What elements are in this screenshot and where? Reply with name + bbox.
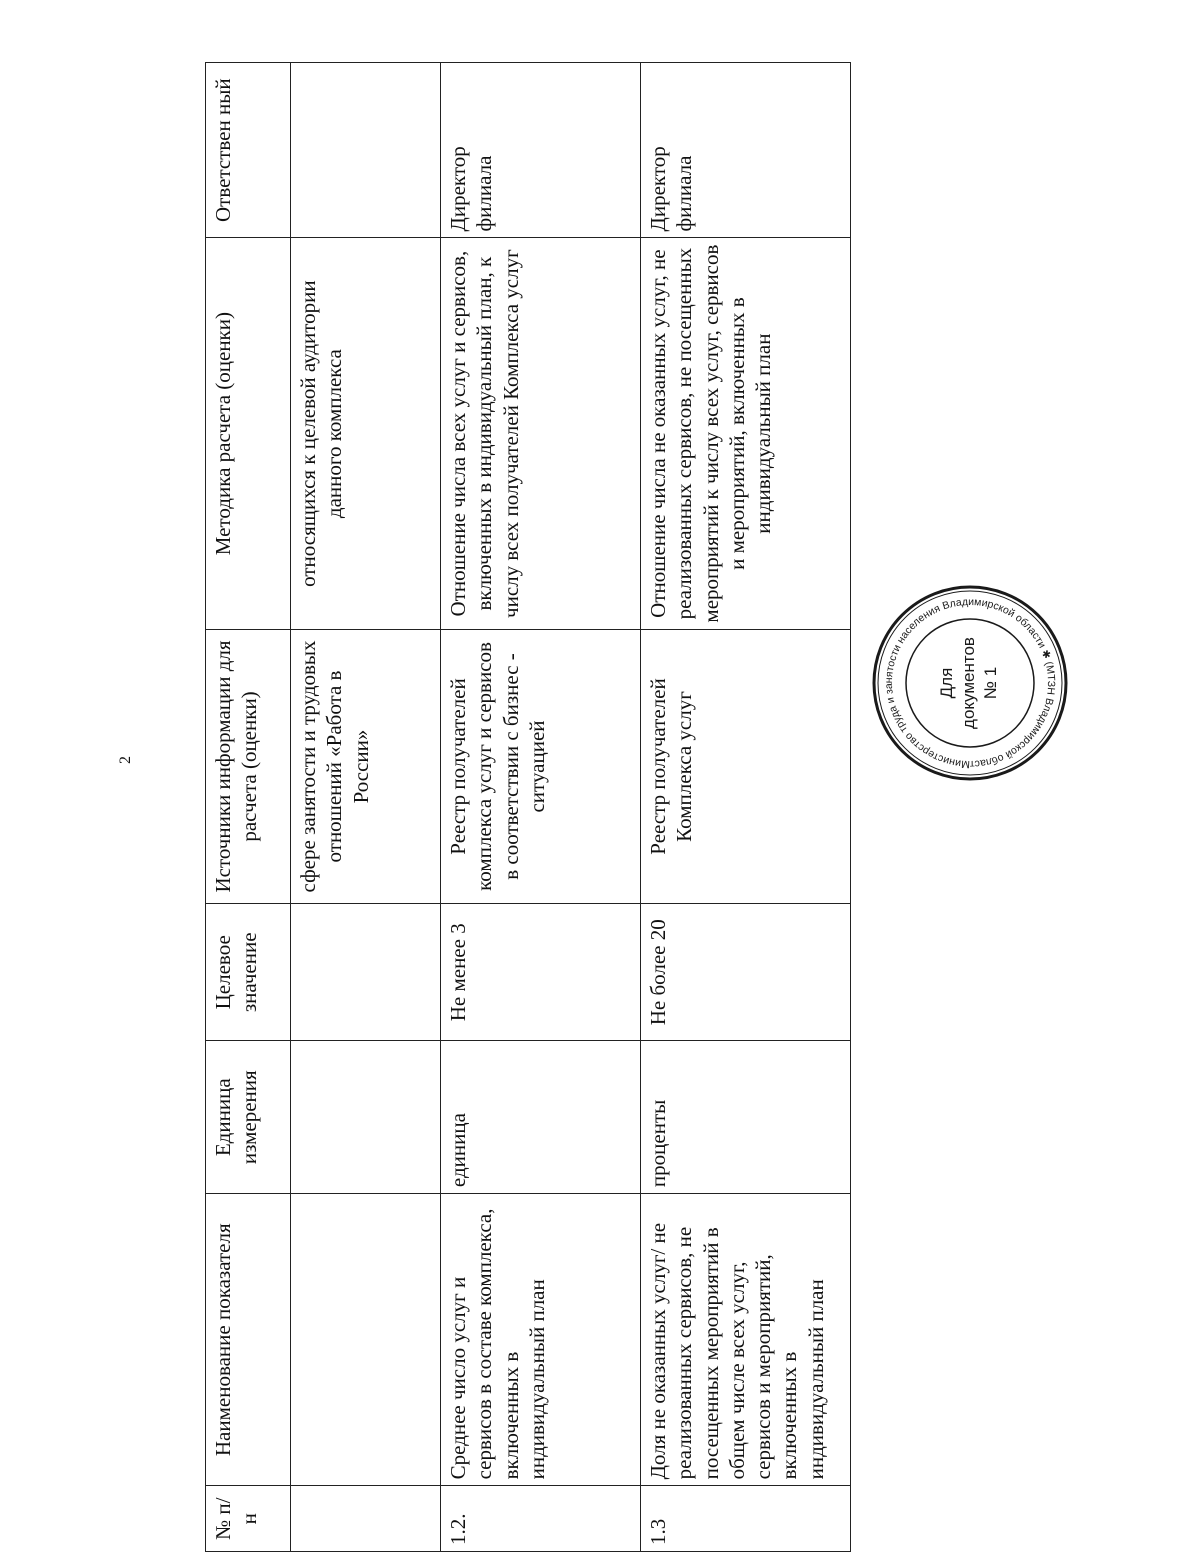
cell-target: Не более 20 xyxy=(641,904,851,1041)
cell-unit: проценты xyxy=(641,1041,851,1194)
indicators-table-container xyxy=(205,62,850,1552)
table-row xyxy=(291,63,441,1552)
cell-unit: единица xyxy=(441,1041,641,1194)
cell-method: относящихся к целевой аудитории данного комплекса xyxy=(291,238,441,629)
table-header-row xyxy=(206,63,291,1552)
cell-responsible: Директор филиала xyxy=(441,63,641,238)
cell-responsible xyxy=(291,63,441,238)
cell-method: Отношение числа не оказанных услуг, не реализованных сервисов, не посещенных мероприятий к числу всех услуг, сервисов и мероприятий, включенных в индивидуальный план xyxy=(641,238,851,629)
cell-target: Не менее 3 xyxy=(441,904,641,1041)
cell-num: 1.2. xyxy=(441,1486,641,1552)
stamp-seal-icon xyxy=(870,583,1070,783)
cell-sources: Реестр получателей комплекса услуг и сервисов в соответствии с бизнес - ситуацией xyxy=(441,629,641,903)
page-number: 2 xyxy=(117,756,134,764)
cell-method: Отношение числа всех услуг и сервисов, включенных в индивидуальный план, к числу всех получателей Комплекса услуг xyxy=(441,238,641,629)
official-stamp xyxy=(870,583,1070,783)
cell-unit xyxy=(291,1041,441,1194)
cell-sources: сфере занятости и трудовых отношений «Работа в России» xyxy=(291,629,441,903)
header-name: Наименование показателя xyxy=(206,1194,291,1486)
cell-name: Среднее число услуг и сервисов в составе комплекса, включенных в индивидуальный план xyxy=(441,1194,641,1486)
stamp-ring-text: Министерство труда и занятости населения Владимирской области ✱ (МТЗН Владимирской област xyxy=(882,595,1058,771)
indicators-table xyxy=(205,62,851,1552)
cell-num: 1.3 xyxy=(641,1486,851,1552)
header-num: № п/н xyxy=(206,1486,291,1552)
table-row xyxy=(641,63,851,1552)
header-responsible: Ответствен ный xyxy=(206,63,291,238)
stamp-center-line2: документов xyxy=(959,637,978,729)
stamp-center-line1: Для xyxy=(937,667,956,699)
cell-name: Доля не оказанных услуг/ не реализованных сервисов, не посещенных мероприятий в общем числе всех услуг, сервисов и мероприятий, включенных в индивидуальный план xyxy=(641,1194,851,1486)
cell-sources: Реестр получателей Комплекса услуг xyxy=(641,629,851,903)
header-sources: Источники информации для расчета (оценки) xyxy=(206,629,291,903)
stamp-center-line3: № 1 xyxy=(981,666,1000,700)
header-method: Методика расчета (оценки) xyxy=(206,238,291,629)
cell-target xyxy=(291,904,441,1041)
cell-responsible: Директор филиала xyxy=(641,63,851,238)
header-unit: Единица измерения xyxy=(206,1041,291,1194)
cell-name xyxy=(291,1194,441,1486)
header-target: Целевое значение xyxy=(206,904,291,1041)
table-row xyxy=(441,63,641,1552)
